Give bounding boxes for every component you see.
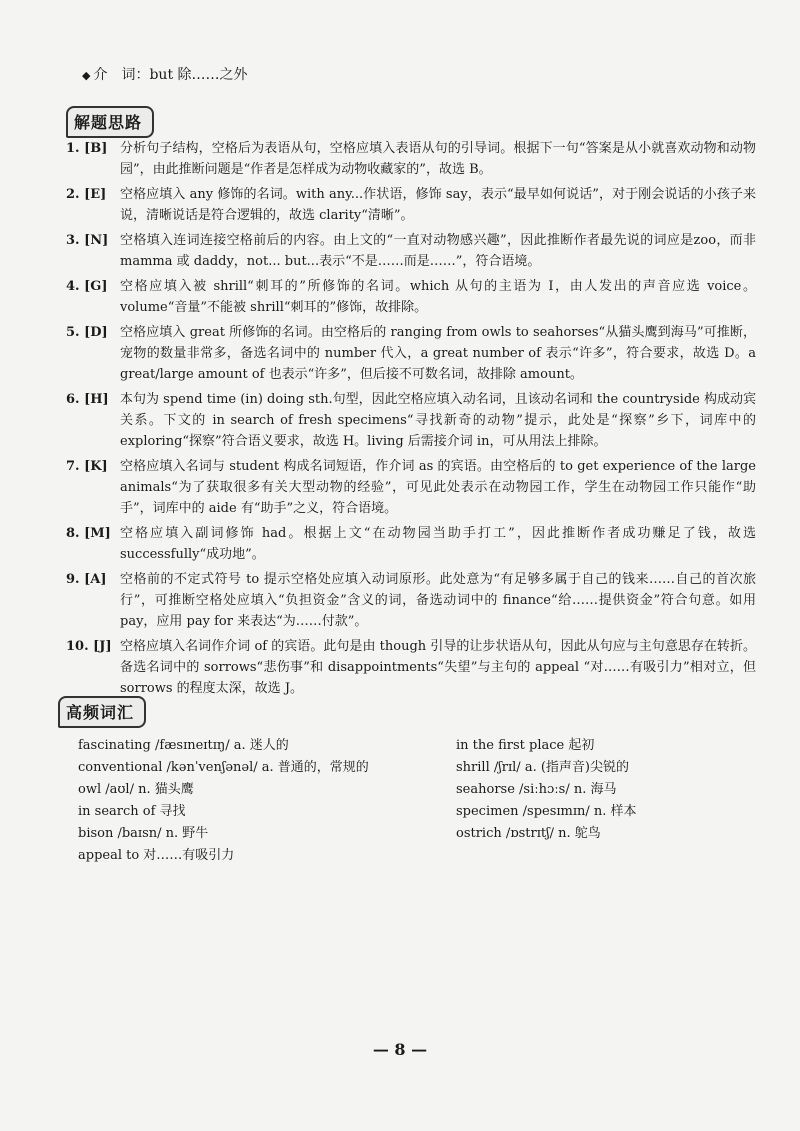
vocab-entry: specimen /spesɪmɪn/ n. 样本 <box>456 804 637 819</box>
section-title-vocab: 高频词汇 <box>58 696 146 728</box>
item-text: 空格应填入名词与 student 构成名词短语，作介词 as 的宾语。由空格后的 to get experience of the large animals“为了获取很多有关大型动物的经验”，可见此处表示在动物园工作，学生在动物园工作只能作“助手”，词库中的 aide 有“助手”之义，符合语境。 <box>120 459 756 516</box>
item-text: 空格应填入 great 所修饰的名词。由空格后的 ranging from owls to seahorses“从猫头鹰到海马”可推断，宠物的数量非常多，备选名词中的 number 代入，a great number of 表示“许多”，符合要求，故选 D。a great/large amount of 也表示“许多”，但后接不可数名词，故排除 amount。 <box>120 325 756 382</box>
vocab-entry: in search of 寻找 <box>78 804 186 819</box>
item-text: 分析句子结构，空格后为表语从句，空格应填入表语从句的引导词。根据下一句“答案是从小就喜欢动物和动物园”，由此推断问题是“作者是怎样成为动物收藏家的”，故选 B。 <box>120 141 756 177</box>
item-text: 空格应填入被 shrill“刺耳的”所修饰的名词。which 从句的主语为 I，由人发出的声音应选 voice。volume“音量”不能被 shrill“刺耳的”修饰，故排除。 <box>120 279 756 315</box>
preposition-text: 介 词：but 除……之外 <box>93 67 248 83</box>
item-number: 1. [B] <box>66 141 108 156</box>
explanation-item <box>66 230 756 272</box>
vocab-list-left <box>78 735 369 867</box>
item-number: 7. [K] <box>66 459 108 474</box>
item-text: 空格应填入副词修饰 had。根据上文“在动物园当助手打工”，因此推断作者成功赚足了钱，故选 successfully“成功地”。 <box>120 526 756 562</box>
item-number: 3. [N] <box>66 233 109 248</box>
vocab-entry: in the first place 起初 <box>456 738 595 753</box>
explanation-item <box>66 523 756 565</box>
vocab-entry: bison /baɪsn/ n. 野牛 <box>78 826 209 841</box>
vocab-entry: conventional /kənˈvenʃənəl/ a. 普通的，常规的 <box>78 760 369 775</box>
explanation-item <box>66 636 756 699</box>
vocab-entry: owl /aʊl/ n. 猫头鹰 <box>78 782 194 797</box>
item-number: 6. [H] <box>66 392 109 407</box>
preposition-note <box>82 64 248 84</box>
item-text: 空格前的不定式符号 to 提示空格处应填入动词原形。此处意为“有足够多属于自己的钱来……自己的首次旅行”，可推断空格处应填入“负担资金”含义的词，备选动词中的 finance“给……提供资金”符合句意。如用 pay，应用 pay for 来表达“为……付款”。 <box>120 572 756 629</box>
vocab-entry: appeal to 对……有吸引力 <box>78 848 235 863</box>
explanation-item <box>66 456 756 519</box>
explanation-item <box>66 184 756 226</box>
vocab-entry: seahorse /siːhɔːs/ n. 海马 <box>456 782 617 797</box>
item-text: 本句为 spend time (in) doing sth.句型，因此空格应填入动名词，且该动名词和 the countryside 构成动宾关系。下文的 in search of fresh specimens“寻找新奇的动物”提示，此处是“探察”乡下，词库中的 exploring“探察”符合语义要求，故选 H。living 后需接介词 in，可从用法上排除。 <box>120 392 756 449</box>
item-text: 空格填入连词连接空格前后的内容。由上文的“一直对动物感兴趣”，因此推断作者最先说的词应是zoo，而非 mamma 或 daddy，not... but...表示“不是……而是……”，符合语境。 <box>120 233 756 269</box>
item-number: 10. [J] <box>66 639 112 654</box>
page-number: — 8 — <box>372 1040 428 1059</box>
explanation-item <box>66 389 756 452</box>
item-text: 空格应填入 any 修饰的名词。with any...作状语，修饰 say，表示“最早如何说话”，对于刚会说话的小孩子来说，清晰说话是符合逻辑的，故选 clarity“清晰”。 <box>120 187 756 223</box>
answer-explanations <box>66 138 756 703</box>
item-number: 8. [M] <box>66 526 111 541</box>
vocab-entry: fascinating /fæsɪneɪtɪŋ/ a. 迷人的 <box>78 738 289 753</box>
diamond-bullet-icon: ◆ <box>82 69 91 82</box>
section-title-reasoning: 解题思路 <box>66 106 154 138</box>
vocab-list-right <box>456 735 637 845</box>
item-number: 9. [A] <box>66 572 107 587</box>
vocab-entry: shrill /ʃrɪl/ a. (指声音)尖锐的 <box>456 760 629 775</box>
explanation-item <box>66 138 756 180</box>
item-text: 空格应填入名词作介词 of 的宾语。此句是由 though 引导的让步状语从句，因此从句应与主句意思存在转折。备选名词中的 sorrows“悲伤事”和 disappointments“失望”与主句的 appeal “对……有吸引力”相对立，但 sorrows 的程度太深，故选 J。 <box>120 639 756 696</box>
item-number: 5. [D] <box>66 325 108 340</box>
vocab-entry: ostrich /ɒstrɪtʃ/ n. 鸵鸟 <box>456 826 601 841</box>
item-number: 2. [E] <box>66 187 107 202</box>
explanation-item <box>66 569 756 632</box>
item-number: 4. [G] <box>66 279 108 294</box>
explanation-item <box>66 276 756 318</box>
explanation-item <box>66 322 756 385</box>
